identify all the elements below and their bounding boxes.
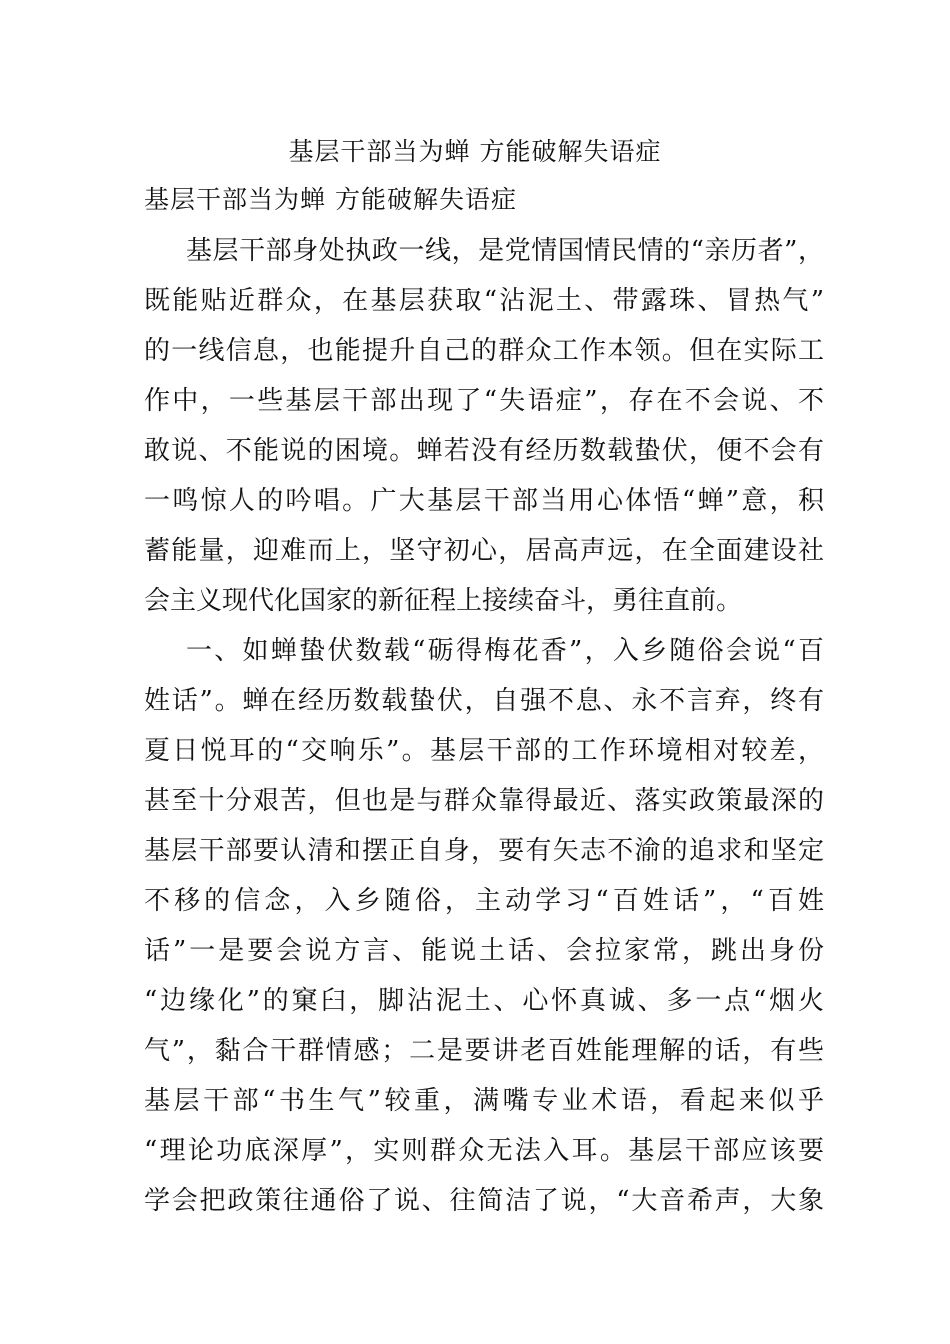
body-line: 一、如蝉蛰伏数载“砺得梅花香”，入乡随俗会说“百 [186,636,824,666]
body-line: 学会把政策往通俗了说、往简洁了说，“大音希声，大象 [144,1186,824,1216]
body-line: 甚至十分艰苦，但也是与群众靠得最近、落实政策最深的 [144,786,824,816]
body-line: 不移的信念，入乡随俗，主动学习“百姓话”，“百姓 [144,886,824,916]
body-line: “理论功底深厚”，实则群众无法入耳。基层干部应该要 [144,1136,824,1166]
body-line: 会主义现代化国家的新征程上接续奋斗，勇往直前。 [144,586,743,616]
body-line: 气”，黏合干群情感；二是要讲老百姓能理解的话，有些 [144,1036,824,1066]
body-line: 既能贴近群众，在基层获取“沾泥土、带露珠、冒热气” [144,286,824,316]
document-subtitle: 基层干部当为蝉 方能破解失语症 [144,185,517,214]
body-line: 敢说、不能说的困境。蝉若没有经历数载蛰伏，便不会有 [144,436,824,466]
body-line: 姓话”。蝉在经历数载蛰伏，自强不息、永不言弃，终有 [144,686,824,716]
body-line: 一鸣惊人的吟唱。广大基层干部当用心体悟“蝉”意，积 [144,486,824,516]
body-line: 基层干部要认清和摆正自身，要有矢志不渝的追求和坚定 [144,836,824,866]
body-line: 的一线信息，也能提升自己的群众工作本领。但在实际工 [144,336,824,366]
document-title: 基层干部当为蝉 方能破解失语症 [288,137,662,166]
body-line: 作中，一些基层干部出现了“失语症”，存在不会说、不 [144,386,824,416]
body-line: 话”一是要会说方言、能说土话、会拉家常，跳出身份 [144,936,824,966]
body-line: 基层干部身处执政一线，是党情国情民情的“亲历者”， [186,236,824,266]
body-line: 蓄能量，迎难而上，坚守初心，居高声远，在全面建设社 [144,536,824,566]
body-line: 夏日悦耳的“交响乐”。基层干部的工作环境相对较差， [144,736,824,766]
body-line: “边缘化”的窠臼，脚沾泥土、心怀真诚、多一点“烟火 [144,986,824,1016]
body-line: 基层干部“书生气”较重，满嘴专业术语，看起来似乎 [144,1086,824,1116]
